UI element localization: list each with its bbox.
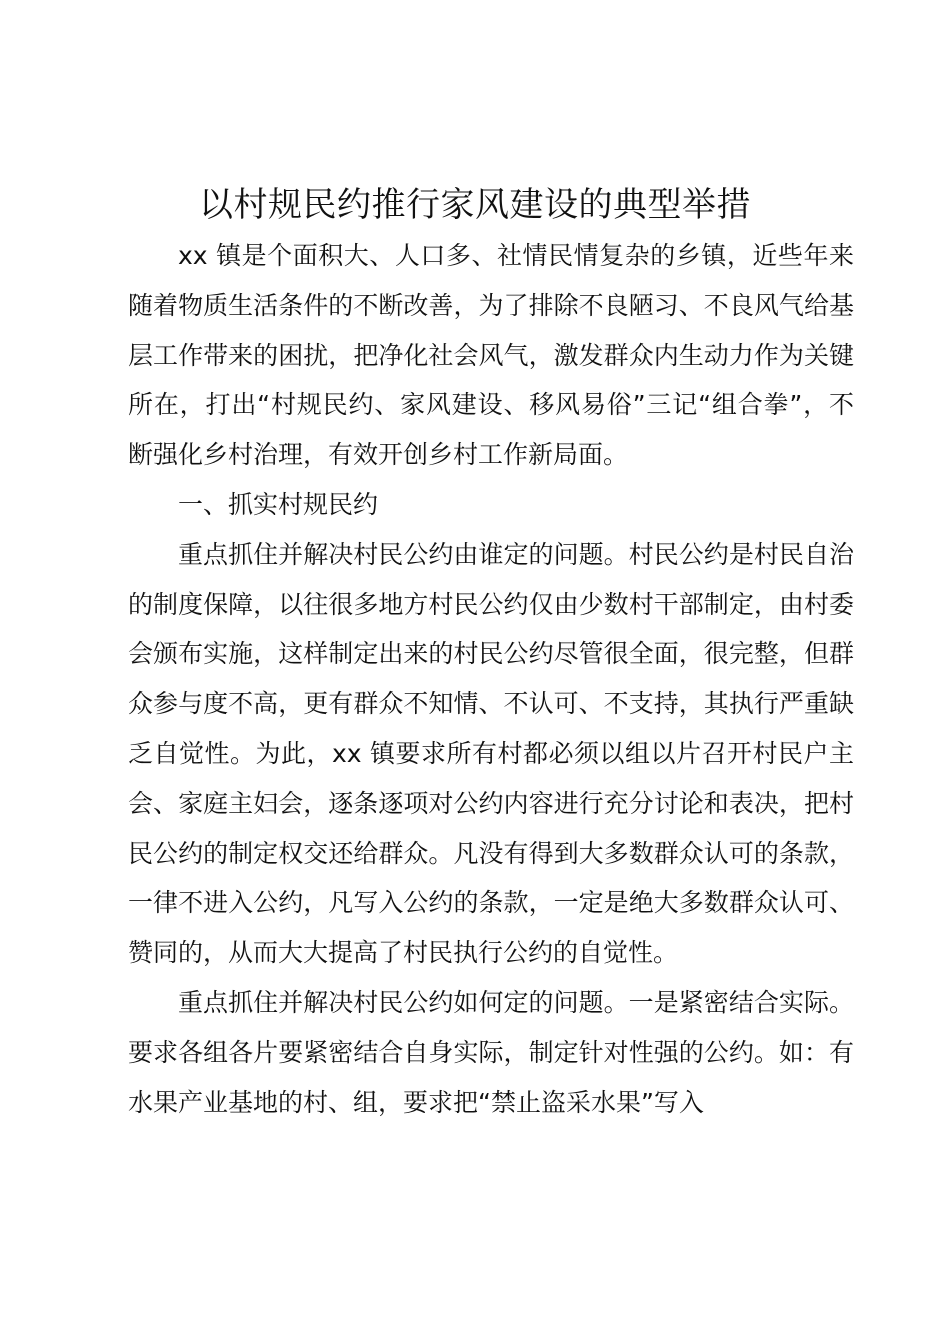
body-paragraph: 重点抓住并解决村民公约如何定的问题。一是紧密结合实际。要求各组各片要紧密结合自身实际，制定针对性强的公约。如：有水果产业基地的村、组，要求把“禁止盗采水果”写入 <box>128 987 854 1117</box>
document-body <box>128 231 854 1127</box>
body-paragraph: 重点抓住并解决村民公约由谁定的问题。村民公约是村民自治的制度保障，以往很多地方村民公约仅由少数村干部制定，由村委会颁布实施，这样制定出来的村民公约尽管很全面，很完整，但群众参与度不高，更有群众不知情、不认可、不支持，其执行严重缺乏自觉性。为此，xx 镇要求所有村都必须以组以片召开村民户主会、家庭主妇会，逐条逐项对公约内容进行充分讨论和表决，把村民公约的制定权交还给群众。凡没有得到大多数群众认可的条款，一律不进入公约，凡写入公约的条款，一定是绝大多数群众认可、赞同的，从而大大提高了村民执行公约的自觉性。 <box>128 539 854 968</box>
intro-paragraph: xx 镇是个面积大、人口多、社情民情复杂的乡镇，近些年来随着物质生活条件的不断改善，为了排除不良陋习、不良风气给基层工作带来的困扰，把净化社会风气，激发群众内生动力作为关键所在，打出“村规民约、家风建设、移风易俗”三记“组合拳”，不断强化乡村治理，有效开创乡村工作新局面。 <box>128 241 854 470</box>
document-title: 以村规民约推行家风建设的典型举措 <box>199 185 751 225</box>
section-heading: 一、抓实村规民约 <box>178 489 379 519</box>
